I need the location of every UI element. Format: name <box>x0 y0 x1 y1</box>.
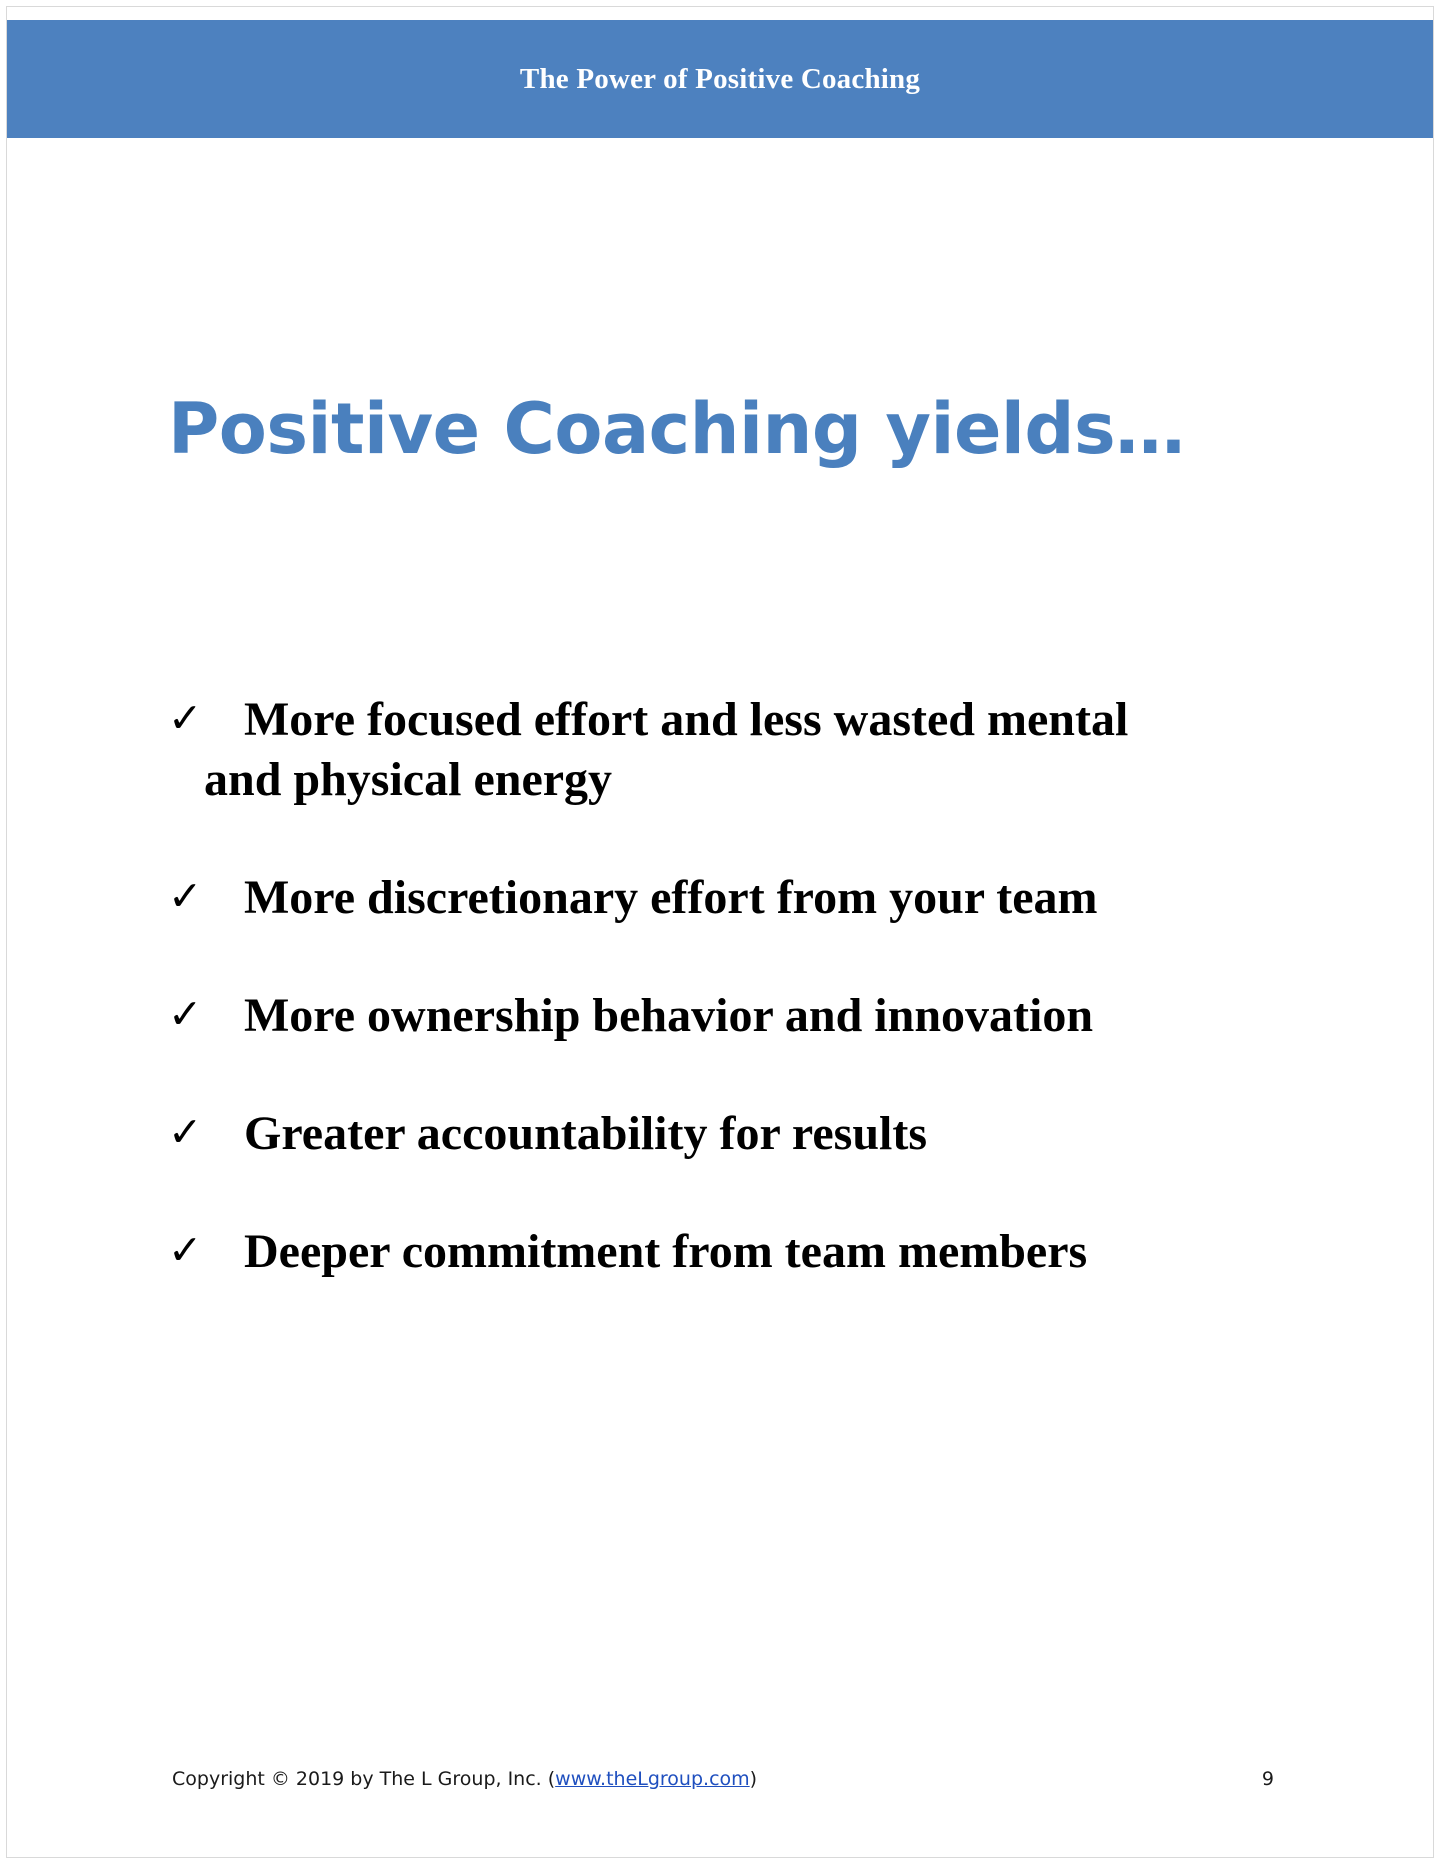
list-item <box>168 1222 1358 1282</box>
check-icon: ✓ <box>168 694 203 742</box>
list-item <box>168 690 1358 810</box>
copyright-prefix: Copyright © 2019 by The L Group, Inc. ( <box>172 1768 556 1790</box>
check-icon: ✓ <box>168 1226 203 1274</box>
list-item <box>168 1104 1358 1164</box>
check-icon: ✓ <box>168 990 203 1038</box>
list-item-line2: and physical energy <box>204 753 613 806</box>
slide-header-band <box>7 20 1433 138</box>
check-icon: ✓ <box>168 1108 203 1156</box>
list-item <box>168 986 1358 1046</box>
page-title: Positive Coaching yields… <box>168 388 1185 470</box>
list-item-label: Deeper commitment from team members <box>244 1225 1088 1278</box>
website-link[interactable]: www.theLgroup.com <box>555 1768 750 1790</box>
page-number: 9 <box>1261 1768 1274 1790</box>
list-item-label: Greater accountability for results <box>244 1107 928 1160</box>
list-item <box>168 868 1358 928</box>
footer-copyright <box>172 1768 1272 1790</box>
header-title: The Power of Positive Coaching <box>519 62 921 95</box>
list-item-label <box>204 690 1358 810</box>
list-item-label: More ownership behavior and innovation <box>244 989 1094 1042</box>
bullet-list <box>168 690 1358 1282</box>
check-icon: ✓ <box>168 872 203 920</box>
list-item-line1: More focused effort and less wasted mental <box>244 693 1129 746</box>
list-item-label: More discretionary effort from your team <box>244 871 1098 924</box>
copyright-suffix: ) <box>749 1768 758 1790</box>
